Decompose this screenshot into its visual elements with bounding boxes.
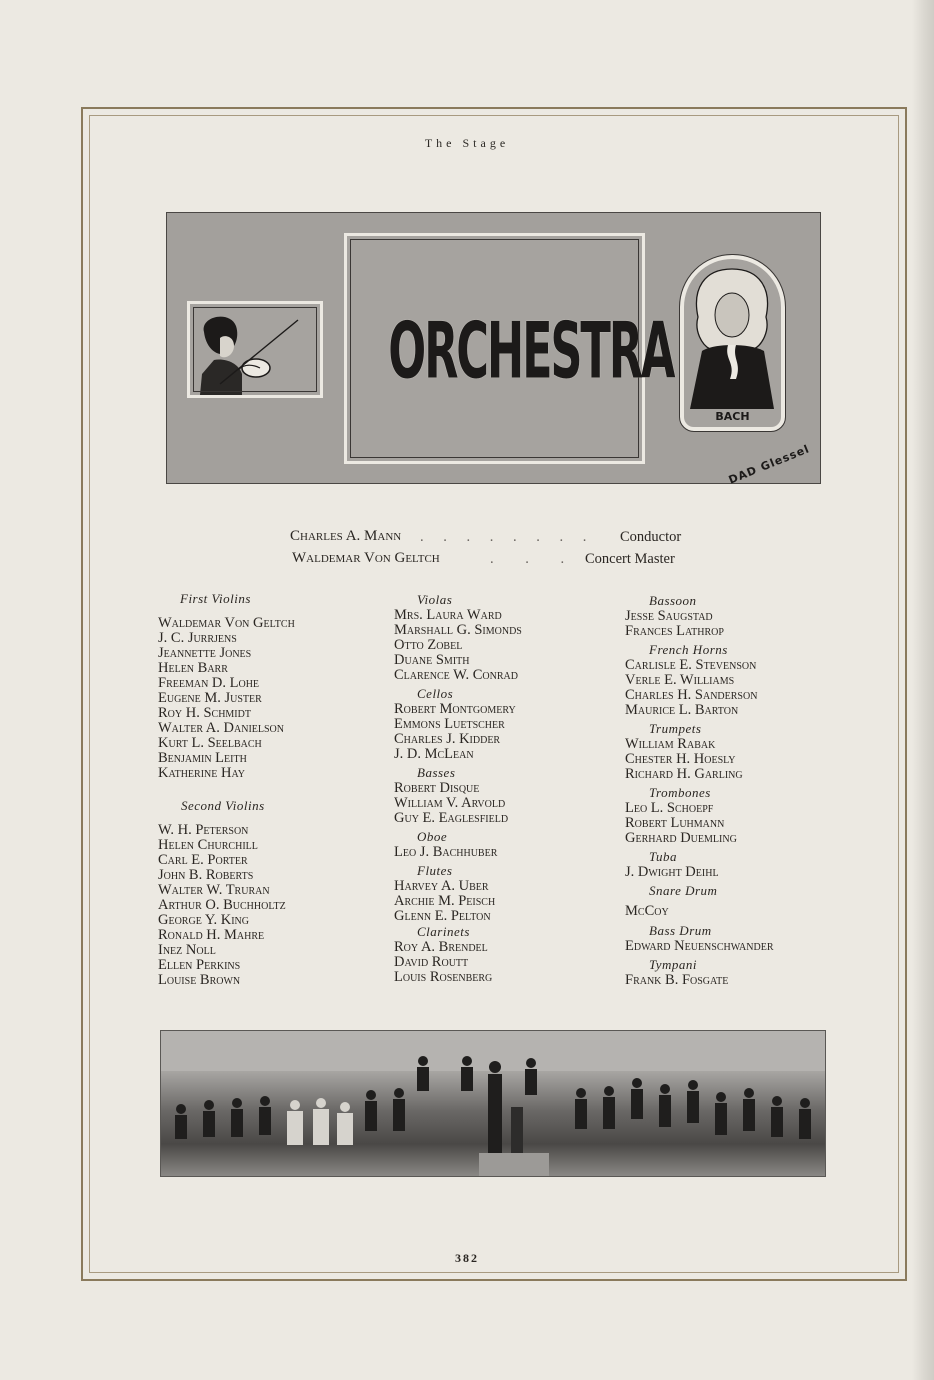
member-name: Jesse Saugstad <box>625 608 713 624</box>
member-name: Freeman D. Lohe <box>158 675 260 691</box>
member-name: William V. Arvold <box>394 795 506 811</box>
member-name: John B. Roberts <box>158 867 254 883</box>
member-name: Waldemar Von Geltch <box>158 615 295 631</box>
member-name: Carlisle E. Stevenson <box>625 657 757 673</box>
member-name: Glenn E. Pelton <box>394 908 491 924</box>
portrait-label: BACH <box>715 410 750 423</box>
page-number: 382 <box>455 1251 479 1265</box>
member-name: Mrs. Laura Ward <box>394 607 502 623</box>
member-name: Robert Disque <box>394 780 480 796</box>
member-name: Arthur O. Buchholtz <box>158 897 286 913</box>
section-heading: Bass Drum <box>649 923 712 938</box>
member-name: Otto Zobel <box>394 637 463 653</box>
orchestra-group-photo <box>160 1030 826 1177</box>
member-name: Emmons Luetscher <box>394 716 505 732</box>
section-heading: Basses <box>417 765 456 780</box>
member-name: Roy A. Brendel <box>394 939 488 955</box>
section-heading: Flutes <box>417 863 453 878</box>
member-name: Clarence W. Conrad <box>394 667 518 683</box>
member-name: Walter W. Truran <box>158 882 270 898</box>
member-name: Verle E. Williams <box>625 672 735 688</box>
violinist-drawing <box>190 304 320 395</box>
member-name: Kurt L. Seelbach <box>158 735 262 751</box>
section-heading: Trombones <box>649 785 711 800</box>
section-heading: Tuba <box>649 849 678 864</box>
banner-title-panel <box>344 233 674 464</box>
artist-signature: DAD Glessel <box>726 442 812 487</box>
section-heading: Oboe <box>417 829 448 844</box>
member-name: Roy H. Schmidt <box>158 705 251 721</box>
section-heading: Violas <box>417 592 453 607</box>
member-name: Charles J. Kidder <box>394 731 501 747</box>
section-heading: Clarinets <box>417 924 470 939</box>
section-heading: Bassoon <box>649 593 697 608</box>
member-name: J. Dwight Deihl <box>625 864 719 880</box>
member-name: Helen Churchill <box>158 837 258 853</box>
member-name: Katherine Hay <box>158 765 245 781</box>
violinist-illustration <box>187 301 323 398</box>
section-heading: Second Violins <box>181 798 265 813</box>
member-name: Frances Lathrop <box>625 623 724 639</box>
member-name: Edward Neuenschwander <box>625 938 774 954</box>
member-name: Carl E. Porter <box>158 852 248 868</box>
orchestra-banner-illustration <box>166 212 821 487</box>
page-edge-shadow <box>912 0 934 1380</box>
roster-column-2 <box>394 592 522 985</box>
member-name: McCoy <box>625 903 669 919</box>
member-name: Richard H. Garling <box>625 766 743 782</box>
section-heading: Cellos <box>417 686 454 701</box>
section-heading: French Horns <box>649 642 728 657</box>
member-name: Leo L. Schoepf <box>625 800 714 816</box>
staff-concertmaster-role: Concert Master <box>585 551 675 567</box>
member-name: W. H. Peterson <box>158 822 249 838</box>
banner-title: ORCHESTRA <box>388 304 674 397</box>
member-name: Benjamin Leith <box>158 750 247 766</box>
member-name: Inez Noll <box>158 942 216 958</box>
member-name: Chester H. Hoesly <box>625 751 736 767</box>
section-heading: Snare Drum <box>649 883 718 898</box>
member-name: William Rabak <box>625 736 716 752</box>
member-name: Eugene M. Juster <box>158 690 262 706</box>
staff-concertmaster-name: Waldemar Von Geltch <box>292 550 440 566</box>
member-name: Archie M. Peisch <box>394 893 496 909</box>
member-name: Ellen Perkins <box>158 957 241 973</box>
member-name: Gerhard Duemling <box>625 830 737 846</box>
member-name: Harvey A. Uber <box>394 878 489 894</box>
member-name: J. D. McLean <box>394 746 474 762</box>
roster-column-1 <box>158 591 295 988</box>
member-name: Louis Rosenberg <box>394 969 493 985</box>
member-name: Robert Montgomery <box>394 701 516 717</box>
member-name: Frank B. Fosgate <box>625 972 729 988</box>
member-name: Marshall G. Simonds <box>394 622 522 638</box>
member-name: Charles H. Sanderson <box>625 687 758 703</box>
member-name: Jeannette Jones <box>158 645 252 661</box>
member-name: Duane Smith <box>394 652 470 668</box>
roster-column-3 <box>625 593 774 988</box>
member-name: J. C. Jurrjens <box>158 630 237 646</box>
section-heading: Trumpets <box>649 721 702 736</box>
member-name: Leo J. Bachhuber <box>394 844 498 860</box>
member-name: Walter A. Danielson <box>158 720 284 736</box>
member-name: George Y. King <box>158 912 249 928</box>
leader-dots: . . . . . . . . <box>420 529 595 545</box>
member-name: Helen Barr <box>158 660 228 676</box>
staff-conductor-name: Charles A. Mann <box>290 528 402 544</box>
member-name: Guy E. Eaglesfield <box>394 810 509 826</box>
member-name: David Routt <box>394 954 469 970</box>
member-name: Robert Luhmann <box>625 815 725 831</box>
bach-portrait <box>680 255 785 431</box>
section-heading: Tympani <box>649 957 698 972</box>
orchestra-photo-figures <box>161 1031 826 1177</box>
staff-conductor-role: Conductor <box>620 529 682 545</box>
member-name: Louise Brown <box>158 972 241 988</box>
running-head: The Stage <box>424 136 510 150</box>
section-heading: First Violins <box>180 591 251 606</box>
bach-drawing <box>684 259 781 409</box>
member-name: Ronald H. Mahre <box>158 927 265 943</box>
leader-dots: . . . <box>490 551 579 567</box>
member-name: Maurice L. Barton <box>625 702 739 718</box>
